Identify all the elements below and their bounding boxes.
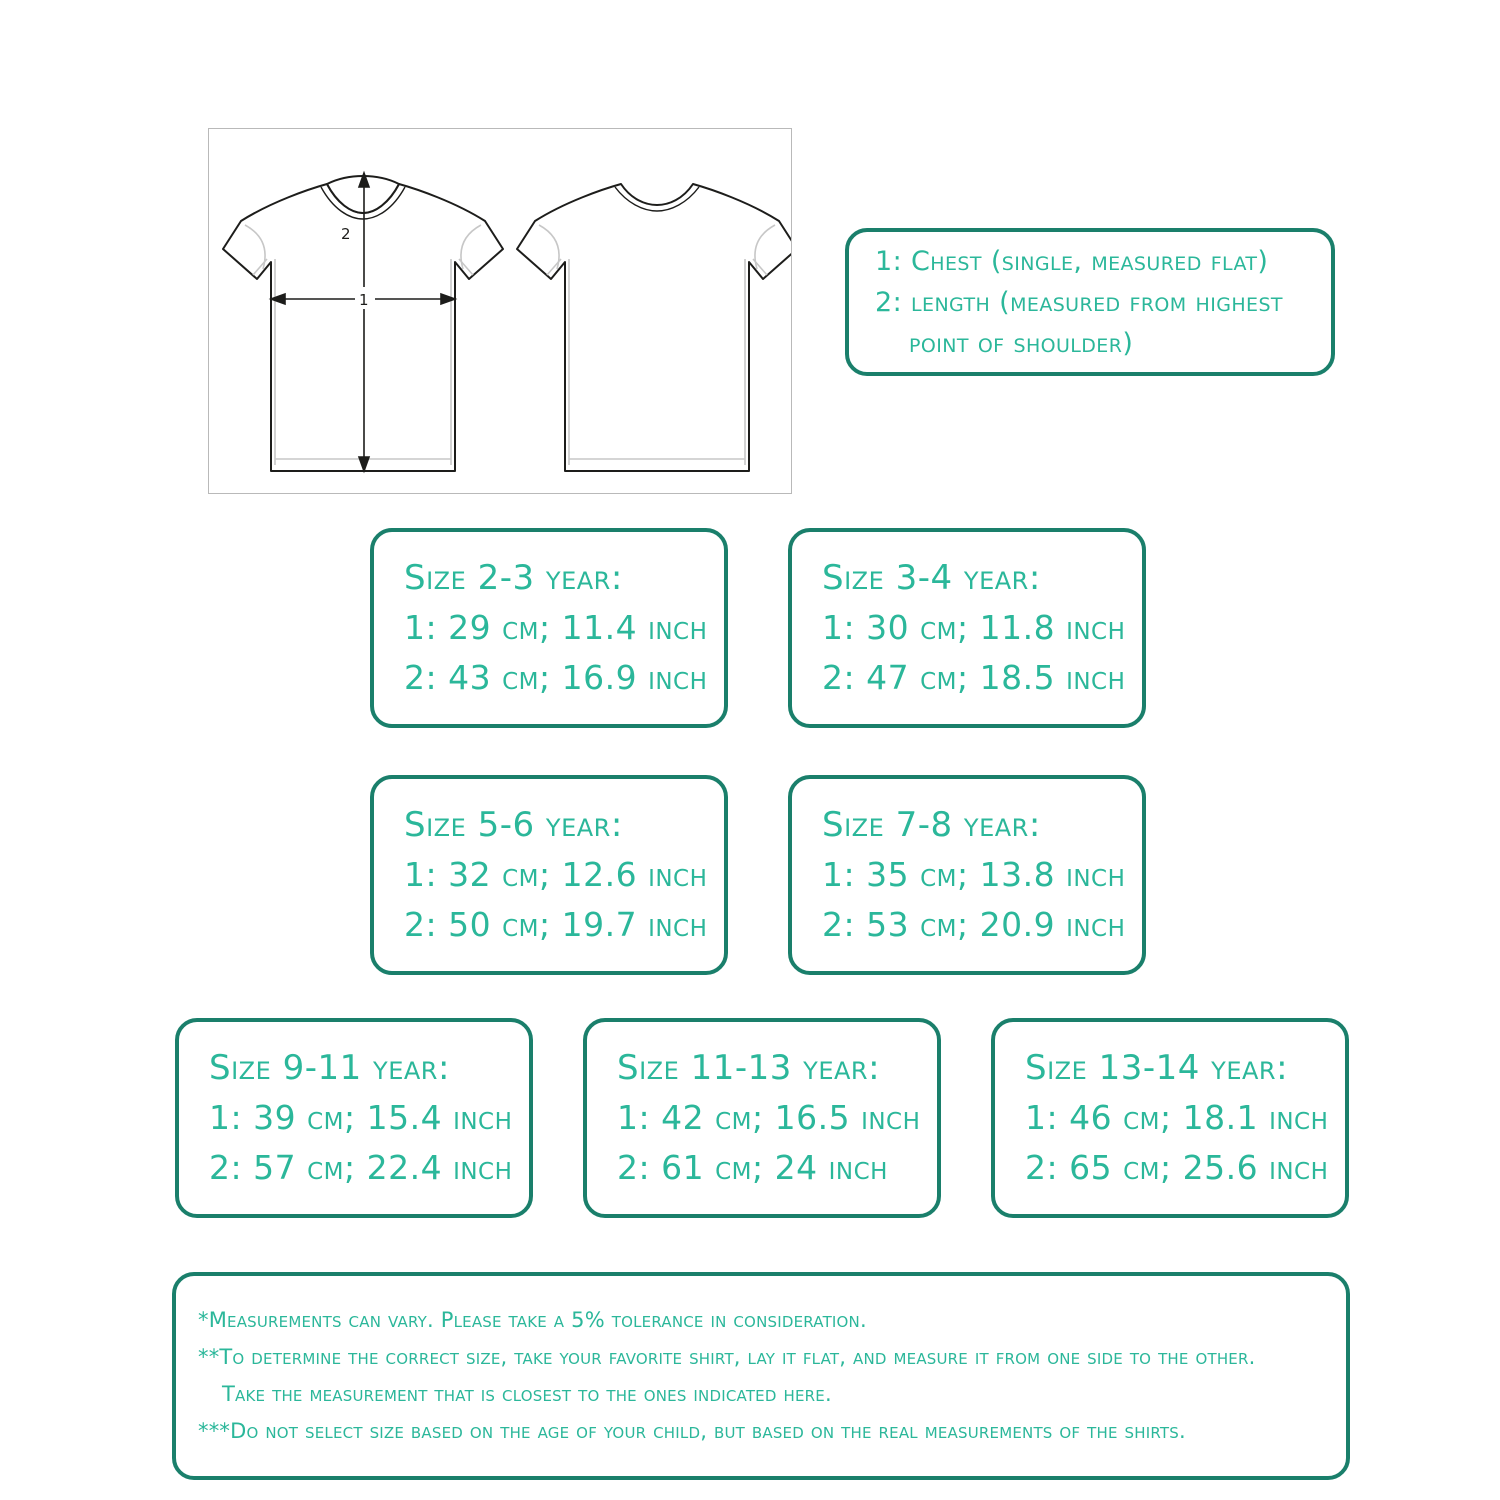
- size-card-title: Size 2-3 year:: [404, 558, 623, 598]
- size-card: [788, 528, 1146, 728]
- size-card-chest: 1: 35 cm; 13.8 inch: [822, 855, 1126, 894]
- size-card-length: 2: 65 cm; 25.6 inch: [1025, 1148, 1329, 1187]
- size-card: [788, 775, 1146, 975]
- size-card: [583, 1018, 941, 1218]
- size-card-length: 2: 53 cm; 20.9 inch: [822, 905, 1126, 944]
- size-card-title: Size 13-14 year:: [1025, 1048, 1289, 1088]
- size-card-chest: 1: 39 cm; 15.4 inch: [209, 1098, 513, 1137]
- size-card-chest: 1: 46 cm; 18.1 inch: [1025, 1098, 1329, 1137]
- shirt-illustration-panel: [208, 128, 792, 494]
- t-shirt-diagram: [209, 129, 791, 493]
- size-card: [991, 1018, 1349, 1218]
- note-line-2: **To determine the correct size, take your favorite shirt, lay it flat, and measure it from one side to the other.: [198, 1345, 1256, 1369]
- size-card-chest: 1: 32 cm; 12.6 inch: [404, 855, 708, 894]
- size-card-length: 2: 57 cm; 22.4 inch: [209, 1148, 513, 1187]
- note-line-3: Take the measurement that is closest to the ones indicated here.: [222, 1382, 832, 1406]
- size-card-chest: 1: 30 cm; 11.8 inch: [822, 608, 1126, 647]
- size-card: [370, 528, 728, 728]
- size-card-title: Size 3-4 year:: [822, 558, 1041, 598]
- size-card-length: 2: 43 cm; 16.9 inch: [404, 658, 708, 697]
- size-card-length: 2: 47 cm; 18.5 inch: [822, 658, 1126, 697]
- svg-text:2: 2: [341, 225, 351, 243]
- size-card-title: Size 5-6 year:: [404, 805, 623, 845]
- note-line-1: *Measurements can vary. Please take a 5% tolerance in consideration.: [198, 1308, 867, 1332]
- size-card: [175, 1018, 533, 1218]
- note-line-4: ***Do not select size based on the age of your child, but based on the real measurements of the shirts.: [198, 1419, 1186, 1443]
- legend-box: [845, 228, 1335, 376]
- size-card-title: Size 7-8 year:: [822, 805, 1041, 845]
- legend-line-1: 1: Chest (single, measured flat): [875, 245, 1269, 277]
- size-card-title: Size 11-13 year:: [617, 1048, 881, 1088]
- size-card-length: 2: 50 cm; 19.7 inch: [404, 905, 708, 944]
- size-card-chest: 1: 29 cm; 11.4 inch: [404, 608, 708, 647]
- legend-line-2: 2: length (measured from highest: [875, 286, 1283, 318]
- size-card-chest: 1: 42 cm; 16.5 inch: [617, 1098, 921, 1137]
- size-card: [370, 775, 728, 975]
- size-card-title: Size 9-11 year:: [209, 1048, 450, 1088]
- size-card-length: 2: 61 cm; 24 inch: [617, 1148, 888, 1187]
- svg-text:1: 1: [359, 291, 369, 309]
- notes-box: [172, 1272, 1350, 1480]
- legend-line-3: point of shoulder): [909, 327, 1134, 359]
- front-shirt-icon: [223, 176, 503, 471]
- back-shirt-icon: [517, 184, 791, 471]
